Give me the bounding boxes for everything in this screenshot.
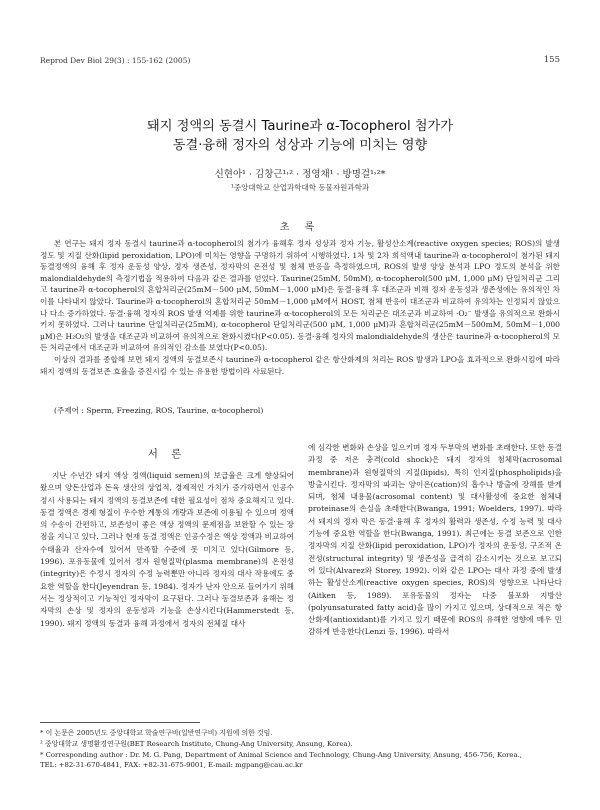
footnotes	[40, 728, 560, 771]
abstract-body	[40, 238, 560, 377]
page-number: 155	[543, 55, 560, 65]
journal-citation: Reprod Dev Biol 29(3) : 155-162 (2005)	[40, 56, 191, 65]
footnote-funding: * 이 논문은 2005년도 중앙대학교 학술연구비(일반연구비) 지원에 의한 것임.	[40, 729, 273, 737]
footnote-divider	[40, 722, 200, 723]
footnote-corresponding-author: * Corresponding author : Dr. M. G. Pang, Department of Animal Science and Technology, Chung-Ang University, Ansung, 456-756, Korea.,	[40, 750, 522, 759]
introduction-left-column	[40, 470, 294, 630]
abstract-paragraph-1: 본 연구는 돼지 정자 동결시 taurine과 α-tocopherol의 첨가가 융해후 정자 성상과 정자 기능, 활성산소계(reactive oxygen species; ROS)의 발생 정도 및 지질 산화(lipid peroxidation, LPO)에 미치는 영향을 구명하기 위하여 시행하였다. 1차 및 2차 희석액내 taurine과 α-tocopherol이 첨가된 돼지 동결정액의 융해 후 정자 운동성 양상, 정자 생존성, 정자막의 온전성 및 첨체 반응을 측정하였으며, ROS의 발생 양상 분석과 LPO 정도의 분석을 위한 malondialdehyde의 측정기법을 적용하여 다음과 같은 결과를 얻었다. Taurine(25mM, 50mM), α-tocopherol(500 μM, 1,000 μM) 단일처리군 그리고 taurine과 α-tocopherol의 혼합처리군(25mM－500 μM, 50mM－1,000 μM)은 동결·융해 후 대조군과 비해 정자 운동성과 생존성에는 유의적인 차이를 나타내지 않았다. Taurine과 α-tocopherol의 혼합처리군 50mM－1,000 μM에서 HOST, 첨체 반응이 대조군과 비교하여 유의차는 인정되지 않았으나 다소 증가하였다. 동결·융해 정자의 ROS 발생 억제를 위한 taurine과 α-tocopherol의 모든 처리군은 대조군과 비교하여 ·O₂⁻ 발생을 유의적으로 완화시키지 못하였다. 그러나 taurine 단일처리군(25mM), α-tocopherol 단일처리군(500 μM, 1,000 μM)과 혼합처리군(25mM－500mM, 50mM－1,000 μM)은 H₂O₂의 발생을 대조군과 비교하여 유의적으로 완화시켰다(P<0.05). 동결·융해 정자의 malondialdehyde의 생산은 taurine과 α-tocopherol의 모든 처리군에서 대조군과 비교하여 유의적인 감소를 보였다(P<0.05).	[40, 239, 560, 353]
intro-right-text: 에 심각한 변화와 손상을 일으키며 정자 두부막의 변화를 초래한다. 또한 동결 과정 중 저온 충격(cold shock)은 돼지 정자의 첨체막(acrosomal membrane)과 원형질막의 지질(lipids), 특히 인지질(phospholipids)을 방출시킨다. 정자막의 파괴는 양이온(cation)의 흡수나 방출에 장해를 받게 되며, 첨체 내용물(acrosomal content) 및 대사활성에 중요한 첨체내 proteinase의 손실을 초래한다(Bwanga, 1991; Woelders, 1997). 따라서 돼지의 정자 막은 동결·융해 후 정자의 활력과 생존성, 수정 능력 및 대사 기능에 중요한 역할을 한다(Bwanga, 1991). 최근에는 동결 보존으로 인한 정자막의 지질 산화(lipid peroxidation, LPO)가 정자의 운동성, 구조적 온전성(structural integrity) 및 생존성을 급격히 감소시키는 것으로 보고되어 있다(Alvarez와 Storey, 1992). 이와 같은 LPO는 대사 과정 중에 발생하는 활성산소계(reactive oxygen species, ROS)의 영향으로 나타난다(Aitken 등, 1989). 포유동물의 정자는 다중 불포화 지방산(polyunsaturated fatty acid)을 많이 가지고 있으며, 상대적으로 적은 항산화제(antioxidant)를 가지고 있기 때문에 ROS의 유해한 영향에 매우 민감하게 반응한다(Lenzi 등, 1996). 따라서	[308, 443, 562, 637]
keywords: (주제어 : Sperm, Freezing, ROS, Taurine, α-tocopherol)	[54, 406, 264, 415]
paper-title	[40, 117, 560, 155]
title-line-2: 동결·융해 정자의 성상과 기능에 미치는 영향	[172, 138, 428, 153]
footnote-institute: ² 중앙대학교 생명환경연구원(BET Research Institute, Chung-Ang University, Ansung, Korea).	[40, 739, 353, 748]
introduction-right-column	[308, 442, 562, 639]
introduction-heading: 서 론	[147, 448, 187, 460]
abstract-paragraph-2: 이상의 결과를 종합해 보면 돼지 정액의 동결보존시 taurine과 α-tocopherol 같은 항산화제의 처리는 ROS 발생과 LPO을 효과적으로 완화시킴에 따라 돼지 정액의 동결보존 효율을 증진시킬 수 있는 유용한 방법이라 사료된다.	[40, 354, 560, 376]
affiliation: ¹중앙대학교 산업과학대학 동물자원과학과	[230, 183, 370, 192]
title-line-1: 돼지 정액의 동결시 Taurine과 α-Tocopherol 첨가가	[146, 119, 454, 134]
intro-left-text: 지난 수년간 돼지 액상 정액(liquid semen)의 보급율은 크게 향상되어 왔으며 양돈산업과 돈육 생산의 상업적, 경제적인 가치가 증가하면서 인공수정시 사용되는 돼지 정액의 동결보존에 대한 필요성이 점차 중요해지고 있다. 동결 정액은 경제 형질이 우수한 계통의 개량과 보존에 이용될 수 있으며 정액의 수송이 간편하고, 보존성이 좋은 액상 정액의 문제점을 보완할 수 있는 장점을 지니고 있다. 그러나 현재 동결 정액은 인공수정은 액상 정액과 비교하여 수태율과 산자수에 있어서 만족할 수준에 못 미치고 있다(Gilmore 등, 1996). 포유동물에 있어서 정자 원형질막(plasma membrane)의 온전성(integrity)은 수정시 정자의 수정 능력뿐만 아니라 정자의 대사 작용에도 중요한 역할을 한다(Jeyendran 등, 1984). 정자가 난자 안으로 들어가기 위해서는 정상적이고 기능적인 정자막이 요구된다. 그러나 동결보존과 융해는 정자막의 손상 및 정자의 운동성과 기능을 손상시킨다(Hammerstedt 등, 1990). 돼지 정액의 동결과 융해 과정에서 정자의 전체질 대사	[40, 471, 294, 628]
footnote-contact: TEL: +82-31-670-4841, FAX: +82-31-675-9001, E-mail: mgpang@cau.ac.kr	[40, 761, 303, 770]
author-list: 신현아¹ · 김창근¹˒² · 정영채¹ · 방명걸¹˒²*	[214, 169, 386, 180]
abstract-heading: 초 록	[279, 222, 321, 233]
